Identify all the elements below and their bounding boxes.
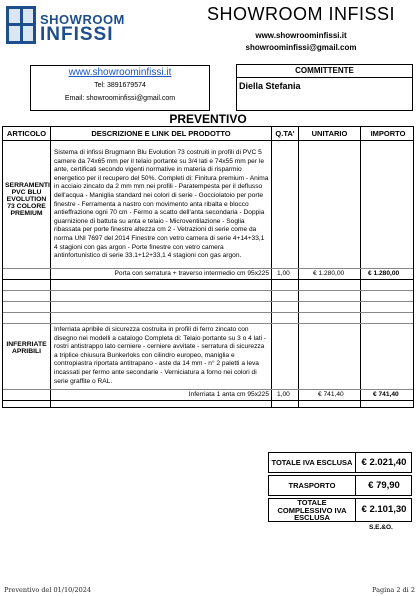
window-icon: [6, 6, 36, 44]
total-value: € 2.021,40: [361, 457, 407, 468]
total-label: TOTALE IVA ESCLUSA: [269, 453, 356, 472]
item-1-importo: € 1.280,00: [368, 270, 400, 277]
transport-label: TRASPORTO: [269, 476, 356, 495]
company-logo: [6, 6, 130, 52]
col-articolo: ARTICOLO: [6, 129, 47, 138]
contact-email: Email: showroominfissi@gmail.com: [64, 95, 176, 102]
col-unitario: UNITARIO: [311, 129, 348, 138]
item-2-descrizione: Inferriata apribile di sicurezza costruita in profili di ferro zincato con disegno nei modelli a catalogo Completa di: Telaio portante su 3 o 4 lati - rostri antistrappo lato cerniere - cerniere avvitate - serratura di sicurezza a triplice chiusura Bunkerloks con cilindro europeo, maniglia e contropiastra riportata antitrapano - aste da 14 mm - n° 2 paletti a leva incassati per fermo ante secondarie - Verniciatura a forno nei colori di serie graffite o RAL.: [54, 326, 267, 385]
item-2-unitario: € 741,40: [318, 391, 344, 398]
item-1-unitario: € 1.280,00: [313, 270, 345, 277]
company-header: [190, 4, 412, 52]
logo-line1: SHOWROOM: [40, 12, 125, 27]
page-number: Pagina 2 di 2: [372, 586, 415, 594]
col-qta: Q.TA': [275, 129, 295, 138]
company-site: www.showroominfissi.it: [255, 31, 347, 40]
logo-line2: INFISSI: [40, 24, 114, 45]
client-name: Diella Stefania: [239, 81, 301, 91]
item-1-descrizione: Sistema di infissi Brugmann Blu Evolution 73 costruiti in profili di PVC 5 camere da 74x65 mm per il telaio portante su 3/4 lati e 74x55 mm per le ante, certificati secondo vigenti normative in materia di risparmio energetico per il recupero del 50%. Completi di: Finitura premium - Anima in acciaio zincato da 2 mm mm nei profili - Paratempesta per il deflusso dell'acqua - Maniglia standard nei colori di serie - Gocciolatoio per porte finestre - Ferramenta a nastro con movimento anta ribalta e blocco antieffrazione ogni 70 cm - Fermo a scatto dell'anta secondaria - Doppia guarnizione di battuta su anta e telaio - Microventilazione - Soglia ribassata per porte finestre altezza cm 2 - Vetrazioni di serie come da norma UNI 7697 del 2014 Finestre con vetro camera di serie 4+14+33,1 4 stagioni con gas argon - Porte finestre con vetro camera antinfortunistico di serie 33.1+12+33,1 4 stagioni con gas argon.: [54, 149, 269, 260]
client-header: COMMITTENTE: [237, 65, 412, 78]
item-2-importo: € 741,40: [373, 391, 399, 398]
total-row-3: [268, 498, 412, 522]
item-1-qta: 1,00: [277, 270, 290, 277]
phone-number: Tel: 3891679574: [94, 82, 146, 89]
quote-table: [2, 126, 414, 408]
grand-total-label: TOTALE COMPLESSIVO IVA ESCLUSA: [269, 499, 356, 521]
item-1-riga: Porta con serratura + traverso intermedio cm 95x225: [114, 270, 269, 277]
col-importo: IMPORTO: [370, 129, 406, 138]
website-link[interactable]: www.showroominfissi.it: [68, 67, 172, 78]
total-row-1: [268, 452, 412, 473]
client-box: [236, 64, 413, 111]
contact-box: [30, 65, 210, 111]
item-2-riga: Inferriata 1 anta cm 95x225: [188, 391, 269, 398]
total-row-2: [268, 475, 412, 496]
item-2-qta: 1,00: [277, 391, 290, 398]
item-2-articolo: INFERRIATE APRIBILI: [6, 341, 47, 355]
company-name: SHOWROOM INFISSI: [207, 4, 395, 24]
transport-value: € 79,90: [368, 480, 400, 491]
grand-total-value: € 2.101,30: [361, 504, 407, 515]
col-descrizione: DESCRIZIONE E LINK DEL PRODOTTO: [91, 129, 231, 138]
company-email: showroominfissi@gmail.com: [245, 43, 357, 52]
document-title: PREVENTIVO: [169, 112, 247, 126]
item-1-articolo: SERRAMENTI PVC BLU EVOLUTION 73 COLORE PREMIUM: [5, 182, 50, 217]
footer-date: Preventivo del 01/10/2024: [4, 586, 91, 594]
seo-note: S.E.&O.: [369, 524, 393, 531]
